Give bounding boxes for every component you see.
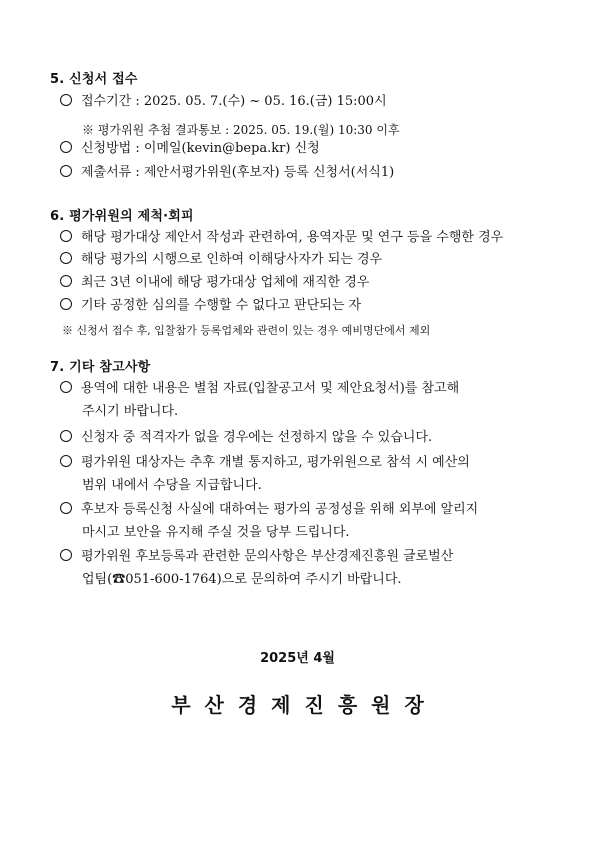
circle-bullet-icon xyxy=(60,502,72,514)
list-item: 후보자 등록신청 사실에 대하여는 평가의 공정성을 위해 외부에 알리지 xyxy=(60,500,478,520)
circle-bullet-icon xyxy=(60,165,72,177)
circle-bullet-icon xyxy=(60,430,72,442)
section-5-title: 5. 신청서 접수 xyxy=(50,72,138,87)
list-item-continuation: 주시기 바랍니다. xyxy=(82,404,179,419)
list-item: 평가위원 후보등록과 관련한 문의사항은 부산경제진흥원 글로벌산 xyxy=(60,547,453,567)
document-date: 2025년 4월 xyxy=(260,651,335,666)
list-item-continuation: 마시고 보안을 유지해 주실 것을 당부 드립니다. xyxy=(82,525,350,540)
circle-bullet-icon xyxy=(60,141,72,153)
list-item: 용역에 대한 내용은 별첨 자료(입찰공고서 및 제안요청서)를 참고해 xyxy=(60,379,459,399)
list-item: 평가위원 대상자는 추후 개별 통지하고, 평가위원으로 참석 시 예산의 xyxy=(60,453,470,473)
circle-bullet-icon xyxy=(60,252,72,264)
list-item: 신청방법 : 이메일(kevin@bepa.kr) 신청 xyxy=(60,139,320,159)
list-item-continuation: 업팀(☎051-600-1764)으로 문의하여 주시기 바랍니다. xyxy=(82,572,402,587)
circle-bullet-icon xyxy=(60,94,72,106)
list-item: 제출서류 : 제안서평가위원(후보자) 등록 신청서(서식1) xyxy=(60,163,394,183)
circle-bullet-icon xyxy=(60,549,72,561)
circle-bullet-icon xyxy=(60,381,72,393)
section-6-title: 6. 평가위원의 제척·회피 xyxy=(50,209,194,224)
section-6-note: ※ 신청서 접수 후, 입찰참가 등록업체와 관련이 있는 경우 예비명단에서 제외 xyxy=(62,324,431,337)
organization-signature: 부산경제진흥원장 xyxy=(171,693,438,717)
list-item: 기타 공정한 심의를 수행할 수 없다고 판단되는 자 xyxy=(60,296,361,316)
list-item: 해당 평가대상 제안서 작성과 관련하여, 용역자문 및 연구 등을 수행한 경우 xyxy=(60,228,503,248)
list-item: 최근 3년 이내에 해당 평가대상 업체에 재직한 경우 xyxy=(60,273,369,293)
list-item-continuation: 범위 내에서 수당을 지급합니다. xyxy=(82,478,262,493)
list-item: 해당 평가의 시행으로 인하여 이해당사자가 되는 경우 xyxy=(60,250,382,270)
list-item: 접수기간 : 2025. 05. 7.(수) ~ 05. 16.(금) 15:00시 xyxy=(60,92,387,112)
list-item: 신청자 중 적격자가 없을 경우에는 선정하지 않을 수 있습니다. xyxy=(60,428,432,448)
section-7-title: 7. 기타 참고사항 xyxy=(50,360,151,375)
circle-bullet-icon xyxy=(60,230,72,242)
section-5-note: ※ 평가위원 추첨 결과통보 : 2025. 05. 19.(월) 10:30 이후 xyxy=(82,123,400,137)
circle-bullet-icon xyxy=(60,455,72,467)
circle-bullet-icon xyxy=(60,298,72,310)
circle-bullet-icon xyxy=(60,275,72,287)
